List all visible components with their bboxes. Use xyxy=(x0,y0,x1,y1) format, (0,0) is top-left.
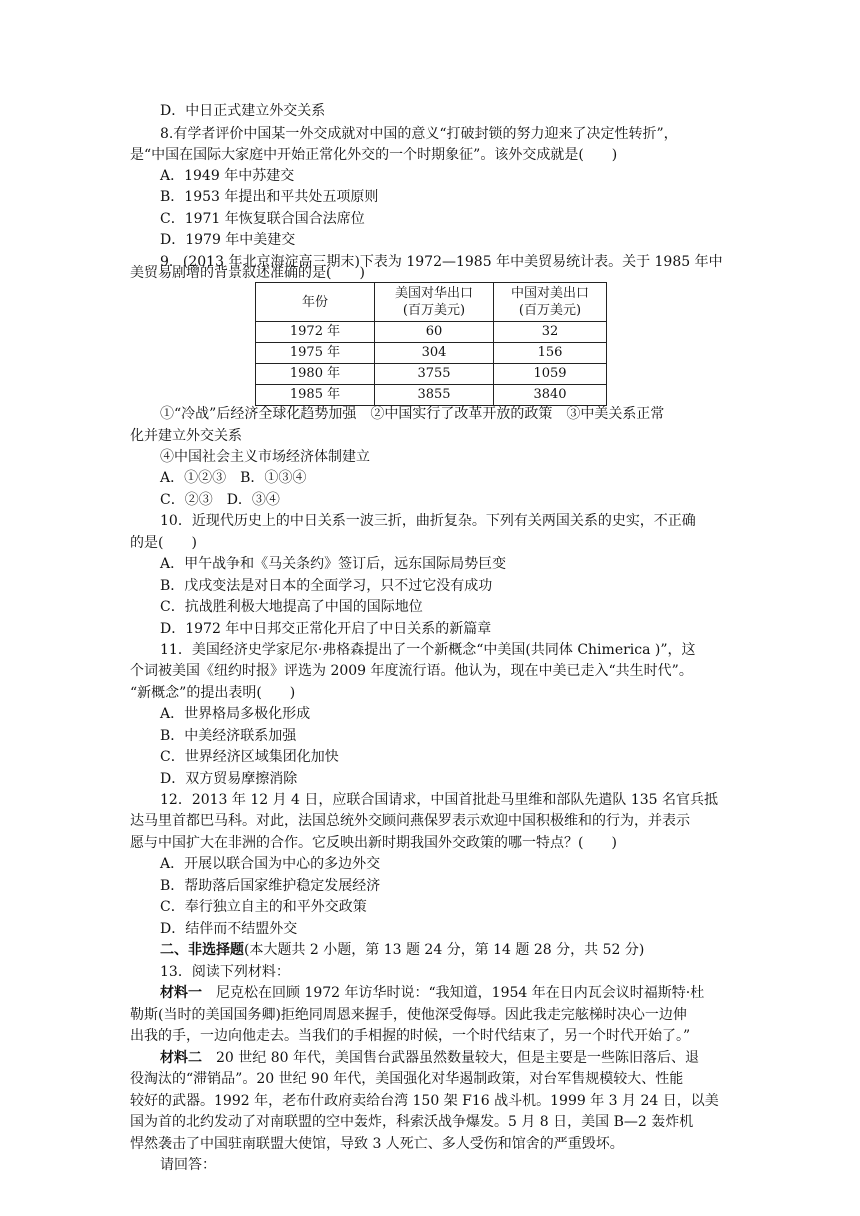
q11-stem-line3: “新概念”的提出表明( ) xyxy=(130,685,296,701)
table-row: 1985 年 3855 3840 xyxy=(256,385,607,406)
q9-item-1-3: ①“冷战”后经济全球化趋势加强 ②中国实行了改革开放的政策 ③中美关系正常 xyxy=(160,406,665,422)
q12-option-b: B．帮助落后国家维护稳定发展经济 xyxy=(160,878,381,894)
q11-stem-line1: 11．美国经济史学家尼尔·弗格森提出了一个新概念“中美国(共同体 Chimerica )”，这 xyxy=(160,642,696,658)
section-two-note: (本大题共 2 小题，第 13 题 24 分，第 14 题 28 分，共 52 分) xyxy=(244,942,645,958)
q12-option-d: D．结伴而不结盟外交 xyxy=(160,921,298,937)
q9-item-3-cont: 化并建立外交关系 xyxy=(130,428,242,444)
q8-stem-line2: 是“中国在国际大家庭中开始正常化外交的一个时期象征”。该外交成就是( ) xyxy=(130,147,618,163)
trade-table xyxy=(255,282,607,406)
answer-prompt: 请回答： xyxy=(160,1157,216,1173)
q11-option-b: B．中美经济联系加强 xyxy=(160,728,297,744)
q13-stem: 13．阅读下列材料： xyxy=(160,964,290,980)
q11-option-c: C．世界经济区域集团化加快 xyxy=(160,749,339,765)
table-row: 1972 年 60 32 xyxy=(256,322,607,343)
header-us-exports: 美国对华出口 (百万美元) xyxy=(375,283,494,322)
q12-option-a: A．开展以联合国为中心的多边外交 xyxy=(160,856,381,872)
q12-stem-line2: 达马里首都巴马科。对此，法国总统外交顾问燕保罗表示欢迎中国积极维和的行为，并表示 xyxy=(130,813,690,829)
q9-item-4: ④中国社会主义市场经济体制建立 xyxy=(160,449,370,465)
q10-stem-line1: 10．近现代历史上的中日关系一波三折，曲折复杂。下列有关两国关系的史实，不正确 xyxy=(160,513,696,529)
section-two-title: 二、非选择题 xyxy=(160,942,244,958)
q9-option-cd: C．②③ D．③④ xyxy=(160,492,280,508)
q8-option-d: D．1979 年中美建交 xyxy=(160,232,296,248)
table-row: 1980 年 3755 1059 xyxy=(256,364,607,385)
q8-option-b: B．1953 年提出和平共处五项原则 xyxy=(160,189,379,205)
q12-stem-line3: 愿与中国扩大在非洲的合作。它反映出新时期我国外交政策的哪一特点？( ) xyxy=(130,835,617,851)
q10-option-b: B．戊戌变法是对日本的全面学习，只不过它没有成功 xyxy=(160,578,493,594)
material2-line1: 材料二 20 世纪 80 年代，美国售台武器虽然数量较大，但是主要是一些陈旧落后、退 xyxy=(160,1050,699,1066)
q12-option-c: C．奉行独立自主的和平外交政策 xyxy=(160,899,367,915)
q12-stem-line1: 12．2013 年 12 月 4 日，应联合国请求，中国首批赴马里维和部队先遣队 135 名官兵抵 xyxy=(160,792,719,808)
q9-stem-line1: 9．(2013 年北京海淀高三期末)下表为 1972—1985 年中美贸易统计表。关于 1985 年中 xyxy=(160,254,723,270)
header-year: 年份 xyxy=(256,283,375,322)
q11-option-a: A．世界格局多极化形成 xyxy=(160,706,311,722)
q8-option-a: A．1949 年中苏建交 xyxy=(160,168,295,184)
material1-line2: 勒斯(当时的美国国务卿)拒绝同周恩来握手，使他深受侮辱。因此我走完舷梯时决心一边伸 xyxy=(130,1007,687,1023)
q8-option-c: C．1971 年恢复联合国合法席位 xyxy=(160,211,365,227)
material2-line5: 悍然袭击了中国驻南联盟大使馆，导致 3 人死亡、多人受伤和馆舍的严重毁坏。 xyxy=(130,1136,624,1152)
table-header-row xyxy=(256,283,607,322)
material1-label: 材料一 xyxy=(160,985,202,1001)
section-two-heading xyxy=(160,941,760,961)
q8-stem-line1: 8.有学者评价中国某一外交成就对中国的意义“打破封锁的努力迎来了决定性转折”， xyxy=(160,126,678,142)
q9-stem-line2: 美贸易剧增的背景叙述准确的是( ) xyxy=(130,265,365,281)
table-row: 1975 年 304 156 xyxy=(256,343,607,364)
material2-line4: 国为首的北约发动了对南联盟的空中轰炸，科索沃战争爆发。5 月 8 日，美国 B—2 轰炸机 xyxy=(130,1114,694,1130)
q11-stem-line2: 个词被美国《纽约时报》评选为 2009 年度流行语。他认为，现在中美已走入“共生时代”。 xyxy=(130,663,693,679)
q7-option-d: D．中日正式建立外交关系 xyxy=(160,103,326,119)
q10-option-c: C．抗战胜利极大地提高了中国的国际地位 xyxy=(160,599,423,615)
material2-label: 材料二 xyxy=(160,1050,202,1066)
q9-option-ab: A．①②③ B．①③④ xyxy=(160,470,307,486)
q10-option-a: A．甲午战争和《马关条约》签订后，远东国际局势巨变 xyxy=(160,556,507,572)
q11-option-d: D．双方贸易摩擦消除 xyxy=(160,771,298,787)
q10-stem-line2: 的是( ) xyxy=(130,535,197,551)
q10-option-d: D．1972 年中日邦交正常化开启了中日关系的新篇章 xyxy=(160,621,492,637)
header-cn-exports: 中国对美出口 (百万美元) xyxy=(494,283,607,322)
material2-line3: 较好的武器。1992 年，老布什政府卖给台湾 150 架 F16 战斗机。1999 年 3 月 24 日，以美 xyxy=(130,1093,719,1109)
material1-line1: 材料一 尼克松在回顾 1972 年访华时说：“我知道，1954 年在日内瓦会议时福斯特·杜 xyxy=(160,985,705,1001)
material1-line3: 出我的手，一边向他走去。当我们的手相握的时候，一个时代结束了，另一个时代开始了。” xyxy=(130,1028,691,1044)
material2-line2: 役淘汰的“滞销品”。20 世纪 90 年代，美国强化对华遏制政策，对台军售规模较大、性能 xyxy=(130,1071,684,1087)
